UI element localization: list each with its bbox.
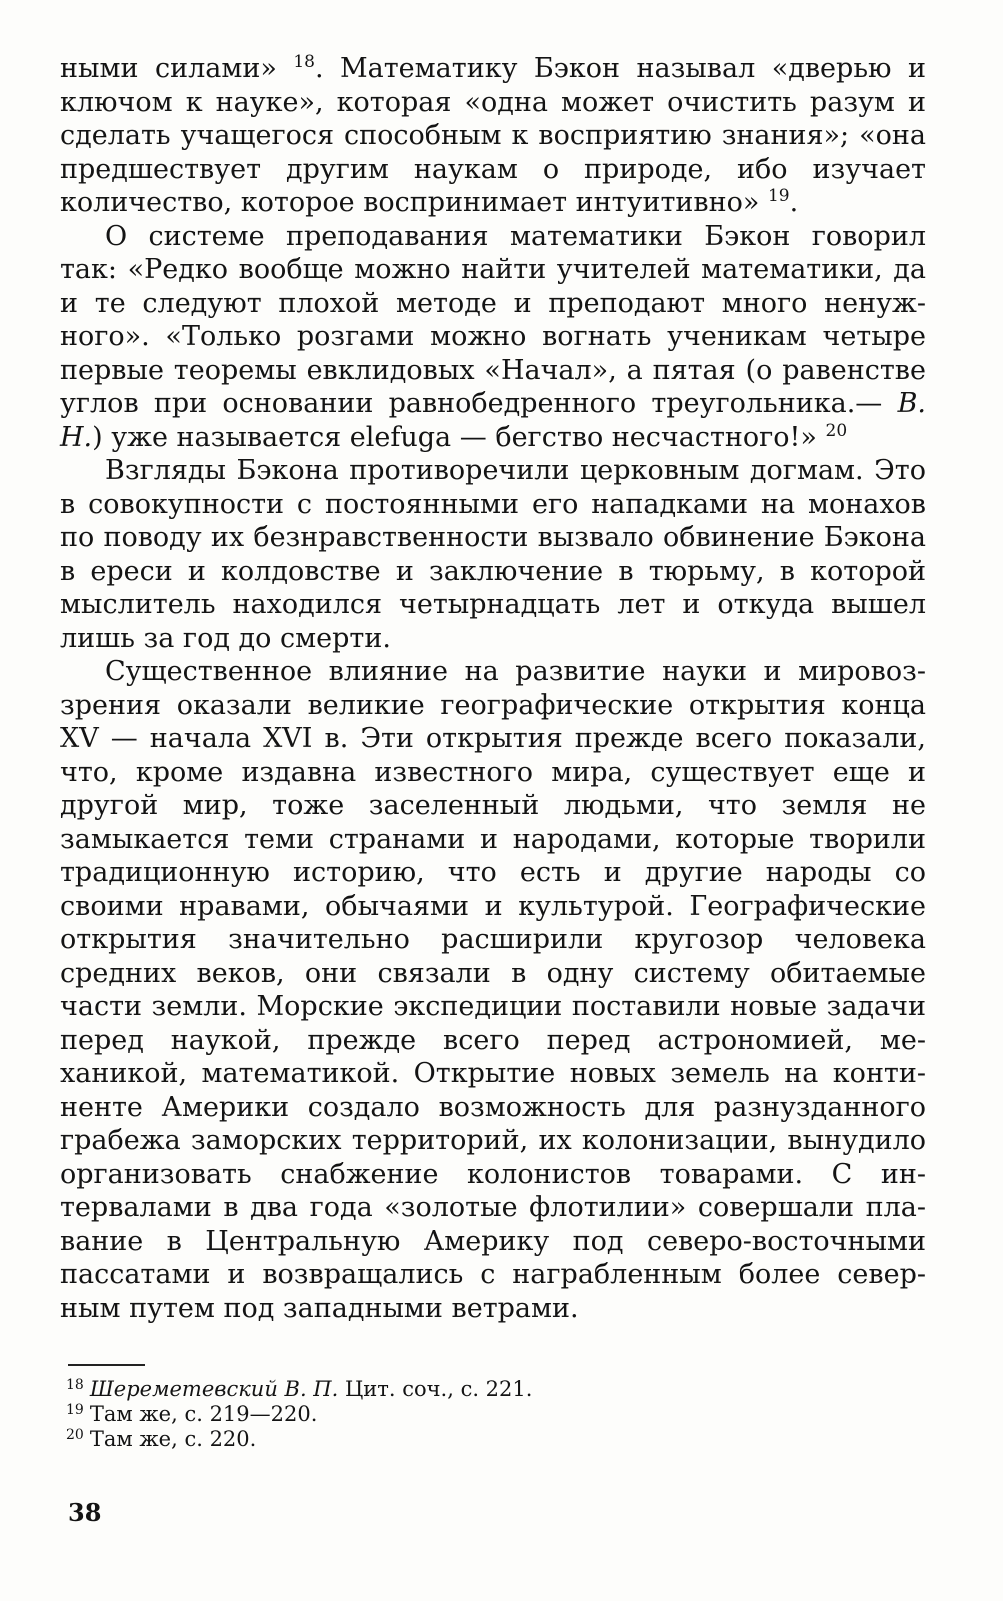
text-run: . Математику Бэкон называл «дверью и ключом к науке», которая «одна может очистить разум и сделать учащегося способным к восприятию знания»; «она предшествует другим наукам о природе, ибо изучает количество, которое воспринимает интуитивно» [60,53,926,218]
text-run: ) уже называется elefuga — бегство несчастного!» [92,421,826,453]
footnote-ref: 18 [293,52,315,72]
footnote-ref: 19 [767,186,790,206]
main-text [60,52,926,1325]
text-run: Существенное влияние на развитие науки и мировоззрения оказали великие географические открытия конца XV — начала XVI в. Эти открытия прежде всего показали, что, кроме издавна известного мира, существует еще и другой мир, тоже заселенный людьми, что земля не замыкается теми странами и народами, которые творили традиционную историю, что есть и другие народы со своими нравами, обычаями и культурой. Географические открытия значительно расширили кругозор человека средних веков, они связали в одну систему обитаемые части земли. Морские экспедиции поставили новые задачи перед наукой, прежде всего перед астрономией, механикой, математикой. Открытие новых земель на континенте Америки создало возможность для разнузданного грабежа заморских территорий, их колонизации, вынудило организовать снабжение колонистов товарами. С интервалами в два года «золотые флотилии» совершали плавание в Центральную Америку под северо-восточными пассатами и возвращались с награбленным более северным путем под западными ветрами. [60,656,926,1324]
footnote [66,1402,926,1427]
footnote-number: 18 [66,1377,84,1393]
text-run: О системе преподавания математики Бэкон говорил так: «Редко вообще можно найти учителей математики, да и те следуют плохой методе и преподают много ненужного». «Только розгами можно вогнать ученикам четыре первые теоремы евклидовых «Начал», а пятая (о равенстве углов при основании равнобедренного треугольника.— [60,220,926,419]
paragraph [60,220,926,455]
paragraph [60,52,926,220]
page-number: 38 [68,1498,102,1527]
footnote [66,1427,926,1452]
footnotes [66,1377,926,1452]
paragraph [60,454,926,655]
footnote-separator [68,1364,145,1366]
author-initials: В. Н. [60,388,926,453]
text-run: Взгляды Бэкона противоречили церковным догмам. Это в совокупности с постоянными его нападками на монахов по поводу их безнравственности вызвало обвинение Бэкона в ереси и колдовстве и заключение в тюрьму, в которой мыслитель находился четырнадцать лет и откуда вышел лишь за год до смерти. [60,455,926,654]
paragraph [60,655,926,1325]
footnote-text: Там же, с. 220. [89,1427,257,1451]
footnote-number: 20 [66,1427,84,1443]
text-run: . [789,187,799,218]
footnote-text: Там же, с. 219—220. [89,1402,318,1426]
footnote-text: Цит. соч., с. 221. [338,1377,533,1401]
footnote-author: Шереметевский В. П. [89,1377,339,1401]
text-run: ными силами» [60,53,294,84]
footnote [66,1377,926,1402]
footnote-ref: 20 [825,420,848,441]
footnote-number: 19 [66,1402,84,1418]
